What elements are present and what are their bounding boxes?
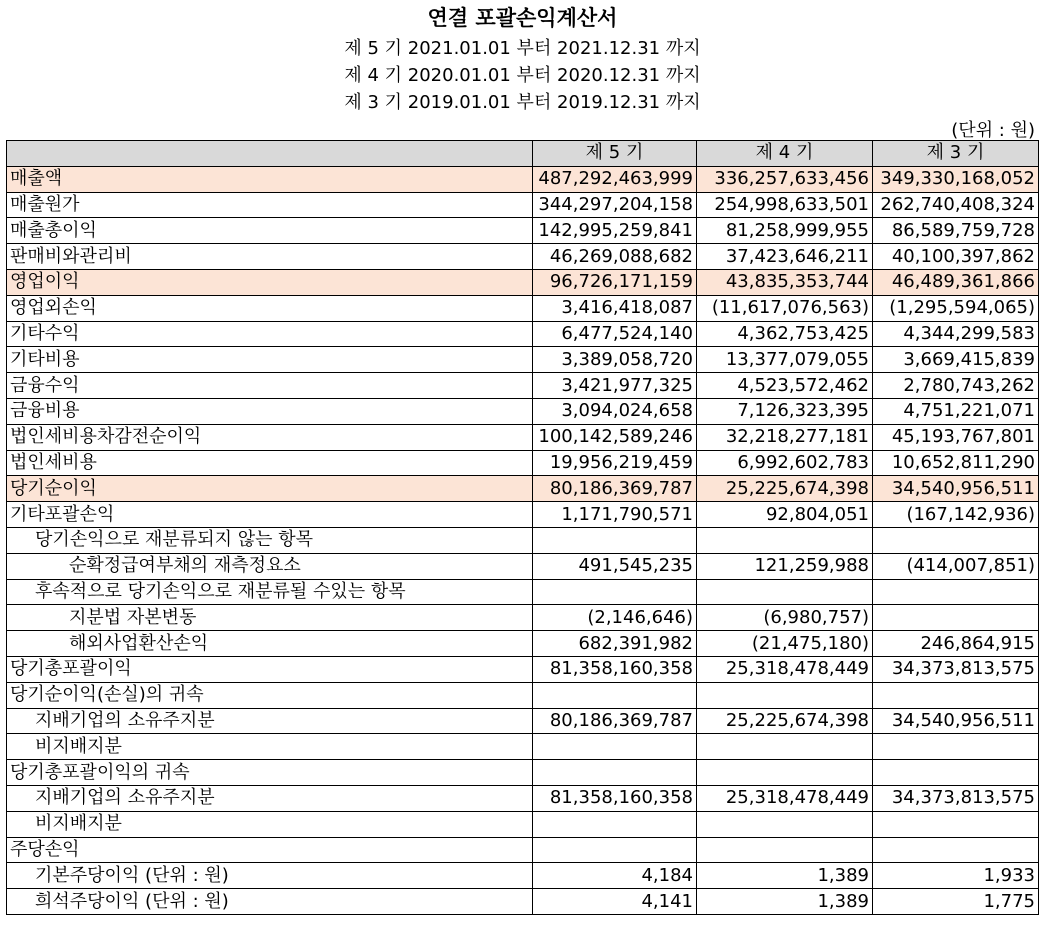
row-value-period-5: 3,389,058,720	[533, 347, 697, 373]
row-value-period-4: 13,377,079,055	[697, 347, 873, 373]
row-value-period-5: 100,142,589,246	[533, 424, 697, 450]
row-value-period-4: 4,523,572,462	[697, 373, 873, 399]
row-value-period-5	[533, 837, 697, 863]
row-value-period-5	[533, 527, 697, 553]
row-value-period-3	[873, 734, 1039, 760]
row-value-period-5: 142,995,259,841	[533, 218, 697, 244]
row-value-period-5: 6,477,524,140	[533, 321, 697, 347]
row-label: 매출액	[7, 166, 533, 192]
row-label: 기본주당이익 (단위 : 원)	[7, 863, 533, 889]
row-value-period-5: 46,269,088,682	[533, 244, 697, 270]
row-value-period-4: 25,225,674,398	[697, 708, 873, 734]
row-value-period-3	[873, 579, 1039, 605]
row-value-period-3: (414,007,851)	[873, 553, 1039, 579]
table-row	[7, 269, 1039, 295]
row-label: 기타포괄손익	[7, 502, 533, 528]
row-value-period-4: 7,126,323,395	[697, 398, 873, 424]
row-label: 법인세비용	[7, 450, 533, 476]
row-value-period-4	[697, 734, 873, 760]
header-period-3: 제 3 기	[873, 141, 1039, 167]
row-value-period-5: 344,297,204,158	[533, 192, 697, 218]
row-value-period-3: 34,540,956,511	[873, 708, 1039, 734]
table-row	[7, 502, 1039, 528]
row-value-period-4	[697, 811, 873, 837]
report-title: 연결 포괄손익계산서	[427, 6, 618, 30]
row-value-period-5	[533, 682, 697, 708]
row-value-period-5: 81,358,160,358	[533, 656, 697, 682]
row-value-period-3: 4,751,221,071	[873, 398, 1039, 424]
row-label: 금융수익	[7, 373, 533, 399]
row-value-period-3	[873, 682, 1039, 708]
row-label: 영업외손익	[7, 295, 533, 321]
header-period-4: 제 4 기	[697, 141, 873, 167]
row-label: 당기손익으로 재분류되지 않는 항목	[7, 527, 533, 553]
row-value-period-5	[533, 734, 697, 760]
row-value-period-4	[697, 760, 873, 786]
row-label: 판매비와관리비	[7, 244, 533, 270]
row-value-period-3: 45,193,767,801	[873, 424, 1039, 450]
row-value-period-4: 254,998,633,501	[697, 192, 873, 218]
table-row	[7, 863, 1039, 889]
row-value-period-5: 3,421,977,325	[533, 373, 697, 399]
row-value-period-4: 37,423,646,211	[697, 244, 873, 270]
row-value-period-3: 34,540,956,511	[873, 476, 1039, 502]
row-value-period-5: 96,726,171,159	[533, 269, 697, 295]
table-row	[7, 760, 1039, 786]
row-label: 지배기업의 소유주지분	[7, 708, 533, 734]
row-value-period-5	[533, 811, 697, 837]
table-row	[7, 295, 1039, 321]
row-value-period-3: 4,344,299,583	[873, 321, 1039, 347]
table-row	[7, 579, 1039, 605]
row-label: 비지배지분	[7, 811, 533, 837]
row-value-period-4: 92,804,051	[697, 502, 873, 528]
table-row	[7, 837, 1039, 863]
row-value-period-3: (1,295,594,065)	[873, 295, 1039, 321]
row-value-period-4	[697, 579, 873, 605]
row-value-period-4: 121,259,988	[697, 553, 873, 579]
table-row	[7, 424, 1039, 450]
row-label: 당기순이익	[7, 476, 533, 502]
row-value-period-3: 3,669,415,839	[873, 347, 1039, 373]
table-row	[7, 321, 1039, 347]
row-value-period-4	[697, 837, 873, 863]
row-value-period-5: 4,141	[533, 889, 697, 915]
row-value-period-5: 4,184	[533, 863, 697, 889]
row-label: 당기총포괄이익의 귀속	[7, 760, 533, 786]
row-label: 비지배지분	[7, 734, 533, 760]
row-label: 희석주당이익 (단위 : 원)	[7, 889, 533, 915]
table-row	[7, 218, 1039, 244]
period-line-4: 제 4 기 2020.01.01 부터 2020.12.31 까지	[344, 65, 701, 86]
row-value-period-3: 1,933	[873, 863, 1039, 889]
row-value-period-5	[533, 579, 697, 605]
table-row	[7, 682, 1039, 708]
period-line-5: 제 5 기 2021.01.01 부터 2021.12.31 까지	[344, 38, 701, 59]
table-row	[7, 889, 1039, 915]
header-label-cell	[7, 141, 533, 167]
row-value-period-3: 2,780,743,262	[873, 373, 1039, 399]
row-label: 순확정급여부채의 재측정요소	[7, 553, 533, 579]
row-value-period-4: 32,218,277,181	[697, 424, 873, 450]
row-label: 금융비용	[7, 398, 533, 424]
row-label: 해외사업환산손익	[7, 631, 533, 657]
row-value-period-4: (6,980,757)	[697, 605, 873, 631]
row-label: 영업이익	[7, 269, 533, 295]
table-row	[7, 605, 1039, 631]
row-value-period-4	[697, 682, 873, 708]
row-value-period-3: 86,589,759,728	[873, 218, 1039, 244]
row-value-period-5: 19,956,219,459	[533, 450, 697, 476]
row-value-period-3	[873, 811, 1039, 837]
row-value-period-3: 46,489,361,866	[873, 269, 1039, 295]
row-value-period-5: 3,416,418,087	[533, 295, 697, 321]
row-label: 지배기업의 소유주지분	[7, 785, 533, 811]
row-value-period-5: (2,146,646)	[533, 605, 697, 631]
row-value-period-5: 80,186,369,787	[533, 476, 697, 502]
table-row	[7, 811, 1039, 837]
row-value-period-5: 1,171,790,571	[533, 502, 697, 528]
row-label: 당기순이익(손실)의 귀속	[7, 682, 533, 708]
row-label: 당기총포괄이익	[7, 656, 533, 682]
row-label: 기타비용	[7, 347, 533, 373]
row-value-period-3	[873, 837, 1039, 863]
row-value-period-5: 491,545,235	[533, 553, 697, 579]
row-value-period-4: 25,318,478,449	[697, 656, 873, 682]
row-value-period-3: (167,142,936)	[873, 502, 1039, 528]
row-value-period-4: 25,318,478,449	[697, 785, 873, 811]
row-value-period-3: 246,864,915	[873, 631, 1039, 657]
table-row	[7, 527, 1039, 553]
row-label: 주당손익	[7, 837, 533, 863]
row-value-period-3: 40,100,397,862	[873, 244, 1039, 270]
table-row	[7, 192, 1039, 218]
table-row	[7, 553, 1039, 579]
table-row	[7, 476, 1039, 502]
row-value-period-4: 336,257,633,456	[697, 166, 873, 192]
table-row	[7, 785, 1039, 811]
table-row	[7, 244, 1039, 270]
row-value-period-4: 81,258,999,955	[697, 218, 873, 244]
row-value-period-4	[697, 527, 873, 553]
table-row	[7, 656, 1039, 682]
table-row	[7, 347, 1039, 373]
table-row	[7, 631, 1039, 657]
row-value-period-5: 682,391,982	[533, 631, 697, 657]
row-value-period-3: 1,775	[873, 889, 1039, 915]
row-value-period-4: 1,389	[697, 863, 873, 889]
row-value-period-3: 10,652,811,290	[873, 450, 1039, 476]
row-value-period-4: 1,389	[697, 889, 873, 915]
row-value-period-3: 262,740,408,324	[873, 192, 1039, 218]
table-body	[7, 166, 1039, 914]
row-value-period-5: 487,292,463,999	[533, 166, 697, 192]
row-value-period-4: 43,835,353,744	[697, 269, 873, 295]
row-value-period-5: 3,094,024,658	[533, 398, 697, 424]
row-label: 매출원가	[7, 192, 533, 218]
table-row	[7, 373, 1039, 399]
row-label: 후속적으로 당기손익으로 재분류될 수있는 항목	[7, 579, 533, 605]
table-row	[7, 708, 1039, 734]
row-value-period-5: 81,358,160,358	[533, 785, 697, 811]
row-label: 지분법 자본변동	[7, 605, 533, 631]
row-value-period-4: 4,362,753,425	[697, 321, 873, 347]
row-value-period-3: 34,373,813,575	[873, 656, 1039, 682]
row-value-period-3	[873, 760, 1039, 786]
row-value-period-5	[533, 760, 697, 786]
unit-label: (단위 : 원)	[951, 120, 1035, 141]
row-value-period-3	[873, 605, 1039, 631]
row-value-period-3: 349,330,168,052	[873, 166, 1039, 192]
row-value-period-4: (11,617,076,563)	[697, 295, 873, 321]
period-line-3: 제 3 기 2019.01.01 부터 2019.12.31 까지	[344, 92, 701, 113]
row-label: 기타수익	[7, 321, 533, 347]
row-value-period-4: 25,225,674,398	[697, 476, 873, 502]
row-value-period-3	[873, 527, 1039, 553]
row-value-period-3: 34,373,813,575	[873, 785, 1039, 811]
row-value-period-4: (21,475,180)	[697, 631, 873, 657]
row-value-period-4: 6,992,602,783	[697, 450, 873, 476]
table-row	[7, 398, 1039, 424]
header-period-5: 제 5 기	[533, 141, 697, 167]
row-label: 법인세비용차감전순이익	[7, 424, 533, 450]
table-row	[7, 450, 1039, 476]
table-row	[7, 166, 1039, 192]
row-label: 매출총이익	[7, 218, 533, 244]
row-value-period-5: 80,186,369,787	[533, 708, 697, 734]
table-header-row	[7, 141, 1039, 167]
table-row	[7, 734, 1039, 760]
income-statement-table	[6, 140, 1039, 915]
